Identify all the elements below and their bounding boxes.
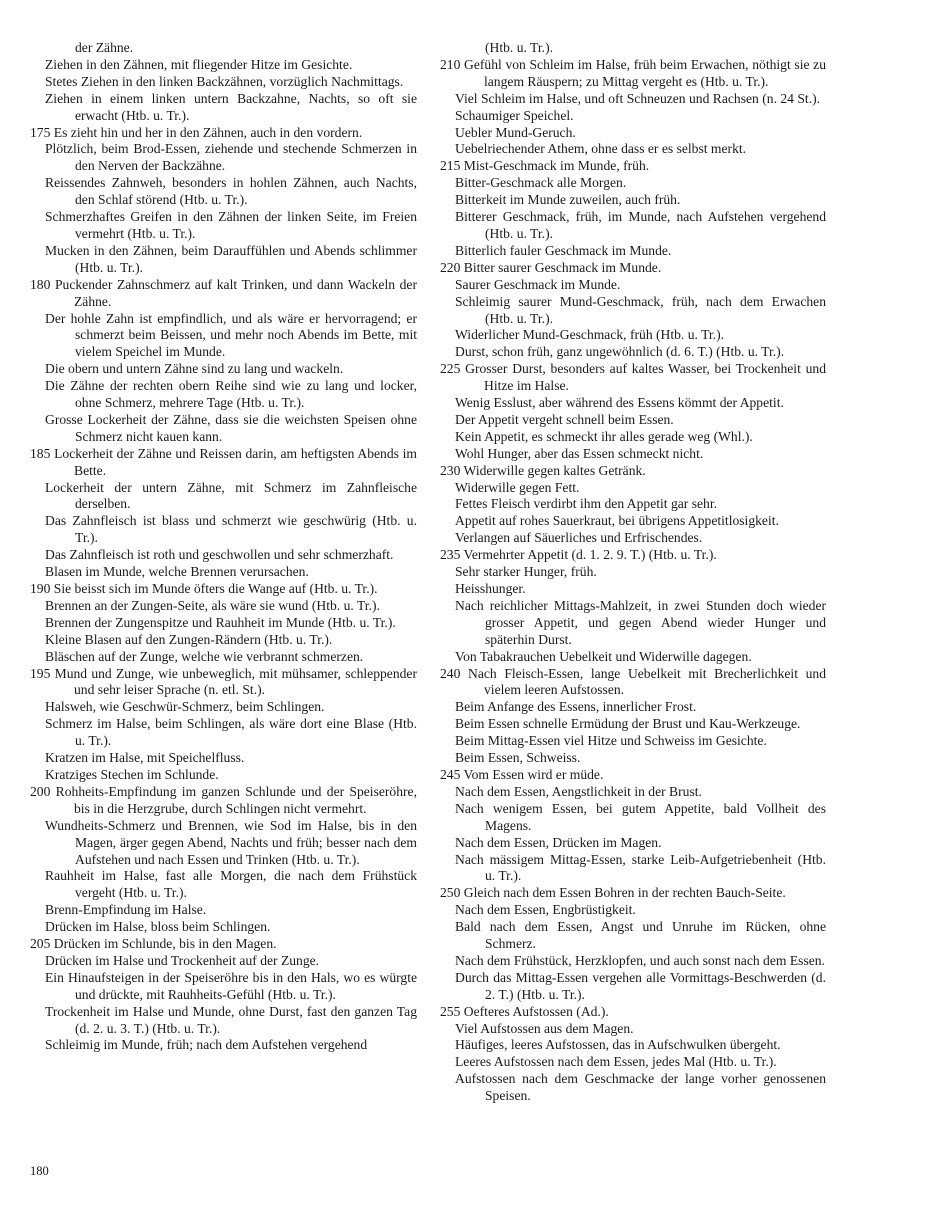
symptom-entry: Nach dem Frühstück, Herzklopfen, und auch sonst nach dem Essen.	[455, 952, 825, 968]
symptom-entry: Ziehen in den Zähnen, mit fliegender Hitze im Gesichte.	[45, 56, 353, 72]
numbered-symptom-entry: 210 Gefühl von Schleim im Halse, früh beim Erwachen, nöthigt sie zu langem Räuspern; zu Mittag vergeht es (Htb. u. Tr.).	[440, 56, 826, 89]
symptom-entry: Schleimig im Munde, früh; nach dem Aufstehen vergehend	[45, 1037, 368, 1053]
symptom-entry: Uebler Mund-Geruch.	[455, 124, 576, 140]
symptom-entry: der Zähne.	[75, 40, 134, 55]
numbered-symptom-entry: 255 Oefteres Aufstossen (Ad.).	[440, 1003, 609, 1019]
symptom-entry: Mucken in den Zähnen, beim Darauffühlen und Abends schlimmer (Htb. u. Tr.).	[45, 242, 417, 275]
symptom-entry: Ein Hinaufsteigen in der Speiseröhre bis in den Hals, wo es würgte und drückte, mit Rauhheits-Gefühl (Htb. u. Tr.).	[45, 969, 417, 1002]
symptom-entry: Appetit auf rohes Sauerkraut, bei übrigens Appetitlosigkeit.	[455, 513, 779, 529]
symptom-entry: Schmerzhaftes Greifen in den Zähnen der linken Seite, im Freien vermehrt (Htb. u. Tr.).	[45, 209, 417, 241]
symptom-entry: Bitterkeit im Munde zuweilen, auch früh.	[455, 192, 681, 208]
symptom-entry: Ziehen in einem linken untern Backzahne, Nachts, so oft sie erwacht (Htb. u. Tr.).	[45, 90, 417, 123]
symptom-entry: Die obern und untern Zähne sind zu lang und wackeln.	[45, 361, 344, 377]
symptom-entry: Saurer Geschmack im Munde.	[455, 276, 621, 292]
symptom-entry: Stetes Ziehen in den linken Backzähnen, vorzüglich Nachmittags.	[45, 73, 404, 89]
symptom-entry: (Htb. u. Tr.).	[485, 40, 553, 55]
symptom-entry: Die Zähne der rechten obern Reihe sind wie zu lang und locker, ohne Schmerz, mehrere Tage (Htb. u. Tr.).	[45, 378, 417, 411]
symptom-entry: Reissendes Zahnweh, besonders in hohlen Zähnen, auch Nachts, den Schlaf störend (Htb. u. Tr.).	[45, 175, 417, 208]
symptom-entry: Nach reichlicher Mittags-Mahlzeit, in zwei Stunden doch wieder grosser Appetit, und gegen Abend wieder Hunger und späterhin Durst.	[455, 597, 826, 647]
symptom-entry: Beim Anfange des Essens, innerlicher Frost.	[455, 699, 697, 715]
numbered-symptom-entry: 230 Widerwille gegen kaltes Getränk.	[440, 462, 646, 478]
symptom-entry: Plötzlich, beim Brod-Essen, ziehende und stechende Schmerzen in den Nerven der Backzähne.	[45, 141, 417, 174]
symptom-entry: Beim Mittag-Essen viel Hitze und Schweiss im Gesichte.	[455, 733, 767, 749]
numbered-symptom-entry: 240 Nach Fleisch-Essen, lange Uebelkeit mit Brecherlichkeit und vielem leeren Aufstossen.	[440, 665, 826, 698]
symptom-entry: Drücken im Halse und Trockenheit auf der Zunge.	[45, 952, 320, 968]
symptom-entry: Brennen der Zungenspitze und Rauhheit im Munde (Htb. u. Tr.).	[45, 614, 396, 630]
symptom-entry: Uebelriechender Athem, ohne dass er es selbst merkt.	[455, 141, 747, 157]
numbered-symptom-entry: 190 Sie beisst sich im Munde öfters die Wange auf (Htb. u. Tr.).	[30, 581, 378, 596]
numbered-symptom-entry: 200 Rohheits-Empfindung im ganzen Schlunde und der Speiseröhre, bis in die Herzgrube, durch Schlingen nicht vermehrt.	[30, 783, 417, 816]
symptom-entry: Durst, schon früh, ganz ungewöhnlich (d. 6. T.) (Htb. u. Tr.).	[455, 344, 785, 360]
symptom-entry: Nach dem Essen, Engbrüstigkeit.	[455, 902, 636, 918]
symptom-entry: Brennen an der Zungen-Seite, als wäre sie wund (Htb. u. Tr.).	[45, 597, 380, 613]
symptom-entry: Bläschen auf der Zunge, welche wie verbrannt schmerzen.	[45, 648, 364, 664]
symptom-entry: Verlangen auf Säuerliches und Erfrischendes.	[455, 530, 703, 546]
symptom-entry: Halsweh, wie Geschwür-Schmerz, beim Schlingen.	[45, 699, 325, 715]
numbered-symptom-entry: 235 Vermehrter Appetit (d. 1. 2. 9. T.) (Htb. u. Tr.).	[440, 547, 717, 563]
symptom-entry: Nach dem Essen, Drücken im Magen.	[455, 834, 662, 850]
symptom-entry: Sehr starker Hunger, früh.	[455, 564, 597, 580]
symptom-entry: Wundheits-Schmerz und Brennen, wie Sod im Halse, bis in den Magen, ärger gegen Abend, Nachts und früh; besser nach dem Aufstehen und nach Essen und Trinken (Htb. u. Tr.).	[45, 817, 417, 867]
symptom-entry: Rauhheit im Halse, fast alle Morgen, die nach dem Frühstück vergeht (Htb. u. Tr.).	[45, 868, 417, 901]
symptom-entry: Aufstossen nach dem Geschmacke der lange vorher genossenen Speisen.	[455, 1071, 826, 1104]
symptom-entry: Der hohle Zahn ist empfindlich, und als wäre er hervorragend; er schmerzt beim Beissen, und mehr noch Abends im Bette, mit vielem Speichel im Munde.	[45, 310, 417, 360]
numbered-symptom-entry: 195 Mund und Zunge, wie unbeweglich, mit mühsamer, schleppender und sehr leiser Sprache (n. etl. St.).	[30, 665, 417, 698]
symptom-entry: Brenn-Empfindung im Halse.	[45, 902, 207, 918]
symptom-entry: Von Tabakrauchen Uebelkeit und Widerwille dagegen.	[455, 648, 752, 664]
symptom-entry: Widerlicher Mund-Geschmack, früh (Htb. u. Tr.).	[455, 327, 725, 343]
numbered-symptom-entry: 225 Grosser Durst, besonders auf kaltes Wasser, bei Trockenheit und Hitze im Halse.	[440, 361, 826, 394]
symptom-entry: Kratziges Stechen im Schlunde.	[45, 766, 219, 782]
symptom-entry: Nach wenigem Essen, bei gutem Appetite, bald Vollheit des Magens.	[455, 800, 826, 833]
symptom-entry: Bald nach dem Essen, Angst und Unruhe im Rücken, ohne Schmerz.	[455, 919, 826, 952]
symptom-entry: Blasen im Munde, welche Brennen verursachen.	[45, 564, 309, 580]
numbered-symptom-entry: 220 Bitter saurer Geschmack im Munde.	[440, 259, 662, 275]
numbered-symptom-entry: 245 Vom Essen wird er müde.	[440, 766, 604, 782]
right-column	[440, 40, 826, 1105]
symptom-entry: Beim Essen, Schweiss.	[455, 750, 581, 766]
numbered-symptom-entry: 250 Gleich nach dem Essen Bohren in der rechten Bauch-Seite.	[440, 885, 786, 901]
symptom-entry: Das Zahnfleisch ist blass und schmerzt wie geschwürig (Htb. u. Tr.).	[45, 513, 417, 546]
symptom-entry: Durch das Mittag-Essen vergehen alle Vormittags-Beschwerden (d. 2. T.) (Htb. u. Tr.).	[455, 969, 826, 1002]
symptom-entry: Grosse Lockerheit der Zähne, dass sie die weichsten Speisen ohne Schmerz nicht kauen kann.	[45, 411, 417, 444]
symptom-entry: Häufiges, leeres Aufstossen, das in Aufschwulken übergeht.	[455, 1037, 781, 1053]
symptom-entry: Trockenheit im Halse und Munde, ohne Durst, fast den ganzen Tag (d. 2. u. 3. T.) (Htb. u. Tr.).	[45, 1003, 417, 1036]
symptom-entry: Kratzen im Halse, mit Speichelfluss.	[45, 750, 245, 766]
symptom-entry: Bitterlich fauler Geschmack im Munde.	[455, 242, 672, 258]
symptom-entry: Viel Schleim im Halse, und oft Schneuzen und Rachsen (n. 24 St.).	[455, 90, 821, 106]
symptom-entry: Widerwille gegen Fett.	[455, 479, 580, 495]
symptom-entry: Schmerz im Halse, beim Schlingen, als wäre dort eine Blase (Htb. u. Tr.).	[45, 716, 417, 749]
symptom-entry: Nach mässigem Mittag-Essen, starke Leib-Aufgetriebenheit (Htb. u. Tr.).	[455, 851, 826, 884]
symptom-entry: Fettes Fleisch verdirbt ihm den Appetit gar sehr.	[455, 496, 718, 512]
symptom-entry: Schaumiger Speichel.	[455, 107, 574, 123]
left-column	[30, 40, 417, 1054]
symptom-entry: Nach dem Essen, Aengstlichkeit in der Brust.	[455, 783, 702, 799]
symptom-entry: Bitterer Geschmack, früh, im Munde, nach Aufstehen vergehend (Htb. u. Tr.).	[455, 209, 826, 241]
symptom-entry: Lockerheit der untern Zähne, mit Schmerz im Zahnfleische derselben.	[45, 479, 417, 512]
symptom-entry: Leeres Aufstossen nach dem Essen, jedes Mal (Htb. u. Tr.).	[455, 1054, 777, 1070]
symptom-entry: Wohl Hunger, aber das Essen schmeckt nicht.	[455, 445, 704, 461]
numbered-symptom-entry: 215 Mist-Geschmack im Munde, früh.	[440, 158, 650, 174]
symptom-entry: Viel Aufstossen aus dem Magen.	[455, 1020, 634, 1036]
symptom-entry: Beim Essen schnelle Ermüdung der Brust und Kau-Werkzeuge.	[455, 716, 801, 732]
symptom-entry: Heisshunger.	[455, 581, 526, 596]
symptom-entry: Kleine Blasen auf den Zungen-Rändern (Htb. u. Tr.).	[45, 631, 333, 647]
symptom-entry: Das Zahnfleisch ist roth und geschwollen und sehr schmerzhaft.	[45, 547, 394, 563]
page-number: 180	[30, 1164, 49, 1178]
numbered-symptom-entry: 180 Puckender Zahnschmerz auf kalt Trinken, und dann Wackeln der Zähne.	[30, 276, 417, 309]
symptom-entry: Der Appetit vergeht schnell beim Essen.	[455, 411, 674, 427]
numbered-symptom-entry: 205 Drücken im Schlunde, bis in den Magen.	[30, 936, 277, 952]
symptom-entry: Drücken im Halse, bloss beim Schlingen.	[45, 919, 271, 935]
symptom-entry: Kein Appetit, es schmeckt ihr alles gerade weg (Whl.).	[455, 428, 753, 444]
symptom-entry: Wenig Esslust, aber während des Essens kömmt der Appetit.	[455, 395, 784, 411]
numbered-symptom-entry: 175 Es zieht hin und her in den Zähnen, auch in den vordern.	[30, 124, 363, 140]
symptom-entry: Schleimig saurer Mund-Geschmack, früh, nach dem Erwachen (Htb. u. Tr.).	[455, 293, 826, 326]
symptom-entry: Bitter-Geschmack alle Morgen.	[455, 175, 627, 191]
numbered-symptom-entry: 185 Lockerheit der Zähne und Reissen darin, am heftigsten Abends im Bette.	[30, 445, 417, 478]
